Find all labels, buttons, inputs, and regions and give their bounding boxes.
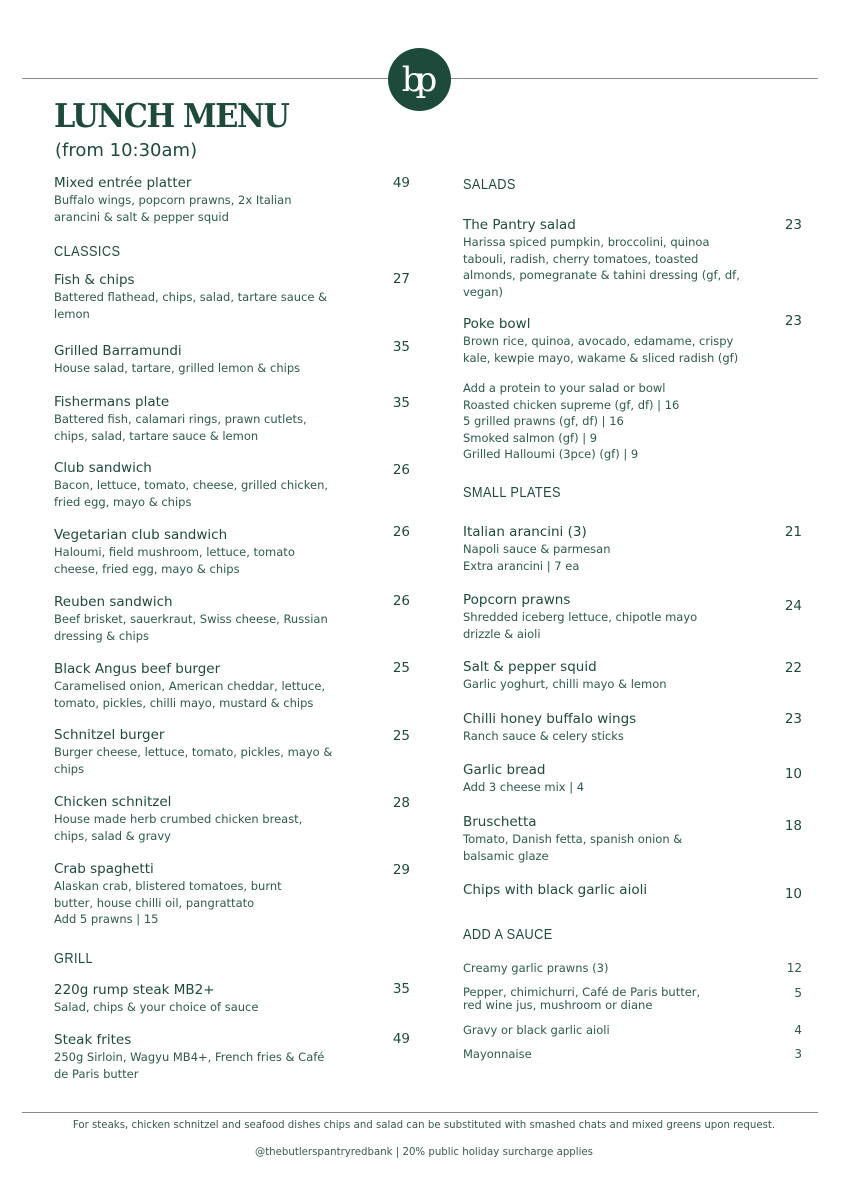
- protein-option: 5 grilled prawns (gf, df) | 16: [463, 414, 624, 429]
- item-desc: Battered flathead, chips, salad, tartare sauce & lemon: [54, 290, 328, 321]
- footer-social: @thebutlerspantryredbank | 20% public holiday surcharge applies: [255, 1147, 593, 1158]
- page-title: LUNCH MENU: [54, 96, 289, 135]
- item-price: 25: [392, 728, 410, 744]
- item-name: Salt & pepper squid: [463, 659, 597, 675]
- item-price: 35: [392, 981, 410, 997]
- section-salads: SALADS: [463, 176, 516, 193]
- item-price: 35: [392, 339, 410, 355]
- item-price: 29: [392, 862, 410, 878]
- sauce-item: Gravy or black garlic aioli: [463, 1023, 610, 1037]
- item-desc: Salad, chips & your choice of sauce: [54, 1000, 259, 1014]
- item-name: Black Angus beef burger: [54, 661, 221, 677]
- item-desc: 250g Sirloin, Wagyu MB4+, French fries & Café de Paris butter: [54, 1050, 325, 1081]
- footer-note: For steaks, chicken schnitzel and seafood dishes chips and salad can be substituted with smashed chats and mixed greens upon request.: [72, 1120, 776, 1131]
- item-price: 35: [392, 395, 410, 411]
- sauce-price: 12: [786, 961, 802, 975]
- item-desc: Caramelised onion, American cheddar, lettuce, tomato, pickles, chilli mayo, mustard & chips: [54, 679, 326, 710]
- menu-item: [463, 523, 763, 574]
- menu-item: [54, 1031, 354, 1082]
- menu-item: [54, 526, 354, 577]
- section-grill: GRILL: [54, 950, 93, 967]
- item-name: Chicken schnitzel: [54, 794, 172, 810]
- item-price: 28: [392, 795, 410, 811]
- item-name: Fishermans plate: [54, 394, 170, 410]
- item-name: 220g rump steak MB2+: [54, 982, 215, 998]
- protein-option: Add a protein to your salad or bowl: [463, 381, 666, 395]
- item-desc: Harissa spiced pumpkin, broccolini, quinoa tabouli, radish, cherry tomatoes, toasted almonds, pomegranate & tahini dressing (gf, df, vegan): [463, 235, 740, 299]
- menu-item: [463, 761, 763, 796]
- item-desc: Battered fish, calamari rings, prawn cutlets, chips, salad, tartare sauce & lemon: [54, 412, 307, 443]
- item-desc: House made herb crumbed chicken breast, chips, salad & gravy: [54, 812, 303, 843]
- item-name: Reuben sandwich: [54, 594, 173, 610]
- menu-item: [54, 342, 354, 377]
- item-price: 24: [784, 598, 802, 614]
- item-name: Vegetarian club sandwich: [54, 527, 228, 543]
- sauce-price: 4: [794, 1023, 802, 1037]
- sauce-item: Creamy garlic prawns (3): [463, 961, 609, 975]
- item-price: 22: [784, 660, 802, 676]
- item-desc: Beef brisket, sauerkraut, Swiss cheese, Russian dressing & chips: [54, 612, 328, 643]
- sauce-price: 3: [794, 1047, 802, 1061]
- sauce-item: Mayonnaise: [463, 1047, 532, 1061]
- item-desc: Garlic yoghurt, chilli mayo & lemon: [463, 677, 667, 691]
- menu-item: [54, 981, 354, 1016]
- item-name: Schnitzel burger: [54, 727, 165, 743]
- sauce-item: Pepper, chimichurri, Café de Paris butter, red wine jus, mushroom or diane: [463, 985, 701, 1012]
- menu-item: [54, 793, 354, 844]
- item-price: 26: [392, 593, 410, 609]
- item-name: Poke bowl: [463, 316, 531, 332]
- item-price: 26: [392, 462, 410, 478]
- item-desc: Burger cheese, lettuce, tomato, pickles, mayo & chips: [54, 745, 333, 776]
- menu-item: [463, 591, 763, 642]
- item-name: Chilli honey buffalo wings: [463, 711, 637, 727]
- item-price: 49: [392, 1031, 410, 1047]
- item-name: Bruschetta: [463, 814, 537, 830]
- menu-item: [54, 393, 354, 444]
- menu-item: [463, 881, 763, 899]
- item-price: 23: [784, 217, 802, 233]
- logo-badge: [388, 48, 451, 111]
- item-name: Grilled Barramundi: [54, 343, 182, 359]
- menu-item: [463, 315, 763, 366]
- menu-item: [463, 216, 763, 300]
- item-price: 27: [392, 271, 410, 287]
- item-desc: Ranch sauce & celery sticks: [463, 729, 624, 743]
- item-price: 23: [784, 711, 802, 727]
- menu-item: [54, 271, 354, 322]
- section-small-plates: SMALL PLATES: [463, 484, 561, 501]
- sauce-price: 5: [794, 986, 802, 1000]
- item-name: Garlic bread: [463, 762, 546, 778]
- menu-item: [463, 658, 763, 693]
- item-desc: Add 3 cheese mix | 4: [463, 780, 585, 794]
- section-classics: CLASSICS: [54, 243, 121, 260]
- menu-item: [463, 813, 763, 864]
- item-desc: Haloumi, field mushroom, lettuce, tomato cheese, fried egg, mayo & chips: [54, 545, 295, 576]
- page-subtitle: (from 10:30am): [55, 140, 198, 161]
- item-desc: Buffalo wings, popcorn prawns, 2x Italian arancini & salt & pepper squid: [54, 193, 292, 224]
- protein-option: Grilled Halloumi (3pce) (gf) | 9: [463, 447, 639, 462]
- menu-item: [54, 593, 354, 644]
- item-name: Fish & chips: [54, 272, 135, 288]
- item-desc: Brown rice, quinoa, avocado, edamame, crispy kale, kewpie mayo, wakame & sliced radish (gf): [463, 334, 739, 365]
- item-price: 26: [392, 524, 410, 540]
- item-price: 10: [784, 886, 802, 902]
- menu-item-mixed-entree: [54, 174, 354, 225]
- item-name: Chips with black garlic aioli: [463, 882, 648, 898]
- item-desc: Bacon, lettuce, tomato, cheese, grilled chicken, fried egg, mayo & chips: [54, 478, 329, 509]
- item-price: 18: [784, 818, 802, 834]
- item-price: 25: [392, 660, 410, 676]
- item-desc: Alaskan crab, blistered tomatoes, burnt butter, house chilli oil, pangrattato Add 5 prawns | 15: [54, 879, 282, 926]
- item-name: Mixed entrée platter: [54, 175, 192, 191]
- item-name: Popcorn prawns: [463, 592, 571, 608]
- menu-item: [54, 459, 354, 510]
- item-name: Italian arancini (3): [463, 524, 587, 540]
- section-add-a-sauce: ADD A SAUCE: [463, 926, 553, 943]
- menu-item: [54, 860, 354, 928]
- logo-text: bp: [401, 59, 430, 100]
- item-desc: Napoli sauce & parmesan Extra arancini | 7 ea: [463, 542, 611, 573]
- protein-option: Roasted chicken supreme (gf, df) | 16: [463, 397, 680, 412]
- item-desc: Shredded iceberg lettuce, chipotle mayo drizzle & aioli: [463, 610, 698, 641]
- item-name: The Pantry salad: [463, 217, 576, 233]
- item-name: Steak frites: [54, 1032, 132, 1048]
- item-price: 49: [392, 175, 410, 191]
- menu-item: [54, 726, 354, 777]
- protein-option: Smoked salmon (gf) | 9: [463, 430, 598, 445]
- item-desc: Tomato, Danish fetta, spanish onion & balsamic glaze: [463, 832, 683, 863]
- bottom-divider: [22, 1112, 818, 1113]
- item-price: 23: [784, 313, 802, 329]
- menu-item: [463, 710, 763, 745]
- item-price: 10: [784, 766, 802, 782]
- item-price: 21: [784, 524, 802, 540]
- menu-item: [54, 660, 354, 711]
- item-name: Club sandwich: [54, 460, 152, 476]
- item-desc: House salad, tartare, grilled lemon & chips: [54, 361, 301, 375]
- item-name: Crab spaghetti: [54, 861, 154, 877]
